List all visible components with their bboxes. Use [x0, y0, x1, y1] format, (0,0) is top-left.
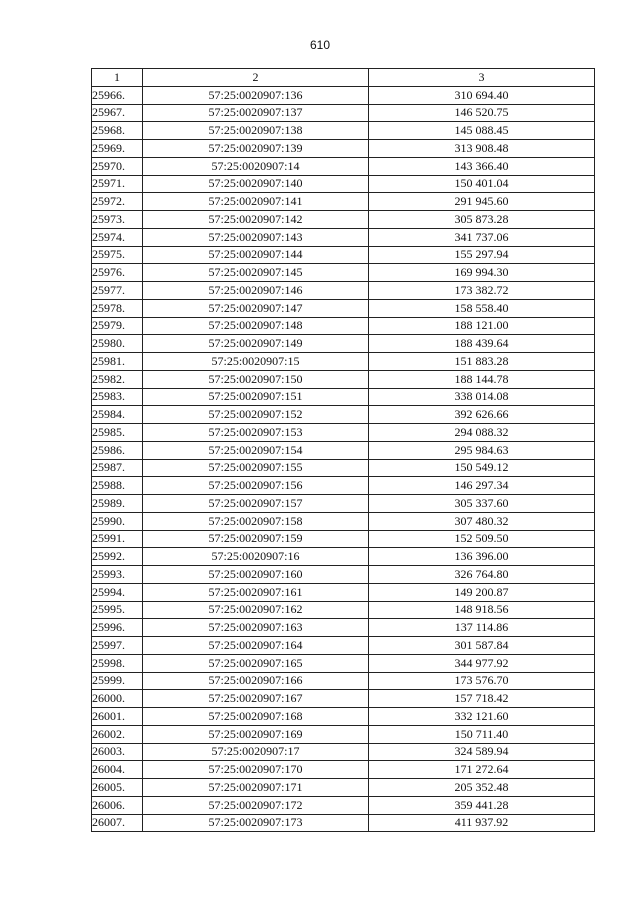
table-row: [92, 796, 595, 814]
page-number: 610: [309, 38, 331, 52]
row-number-cell: 25975.: [92, 246, 143, 264]
row-number-cell: 25989.: [92, 495, 143, 513]
value-cell: 137 114.86: [369, 619, 595, 637]
row-number-cell: 25980.: [92, 335, 143, 353]
value-cell: 411 937.92: [369, 814, 595, 832]
table-row: [92, 583, 595, 601]
cadastral-number-cell: 57:25:0020907:141: [143, 193, 369, 211]
cadastral-number-cell: 57:25:0020907:169: [143, 725, 369, 743]
table-row: [92, 530, 595, 548]
table-row: [92, 317, 595, 335]
value-cell: 158 558.40: [369, 299, 595, 317]
cadastral-number-cell: 57:25:0020907:137: [143, 104, 369, 122]
cadastral-number-cell: 57:25:0020907:143: [143, 228, 369, 246]
row-number-cell: 25982.: [92, 370, 143, 388]
value-cell: 338 014.08: [369, 388, 595, 406]
row-number-cell: 25986.: [92, 441, 143, 459]
cadastral-number-cell: 57:25:0020907:14: [143, 157, 369, 175]
row-number-cell: 25996.: [92, 619, 143, 637]
value-cell: 188 439.64: [369, 335, 595, 353]
table-body: [92, 86, 595, 832]
value-cell: 392 626.66: [369, 406, 595, 424]
row-number-cell: 25992.: [92, 548, 143, 566]
value-cell: 326 764.80: [369, 566, 595, 584]
column-header-3: 3: [369, 69, 595, 87]
table-row: [92, 264, 595, 282]
cadastral-number-cell: 57:25:0020907:168: [143, 708, 369, 726]
table-row: [92, 246, 595, 264]
table-row: [92, 548, 595, 566]
row-number-cell: 25969.: [92, 140, 143, 158]
column-header-1: 1: [92, 69, 143, 87]
value-cell: 291 945.60: [369, 193, 595, 211]
header-row: [92, 69, 595, 87]
table-row: [92, 406, 595, 424]
table-row: [92, 104, 595, 122]
table-row: [92, 157, 595, 175]
table-row: [92, 512, 595, 530]
cadastral-number-cell: 57:25:0020907:154: [143, 441, 369, 459]
row-number-cell: 25968.: [92, 122, 143, 140]
row-number-cell: 25971.: [92, 175, 143, 193]
value-cell: 313 908.48: [369, 140, 595, 158]
row-number-cell: 26003.: [92, 743, 143, 761]
table-row: [92, 761, 595, 779]
table-row: [92, 708, 595, 726]
cadastral-number-cell: 57:25:0020907:159: [143, 530, 369, 548]
value-cell: 188 121.00: [369, 317, 595, 335]
value-cell: 145 088.45: [369, 122, 595, 140]
value-cell: 305 873.28: [369, 211, 595, 229]
value-cell: 324 589.94: [369, 743, 595, 761]
table-row: [92, 672, 595, 690]
value-cell: 359 441.28: [369, 796, 595, 814]
table-row: [92, 335, 595, 353]
table-row: [92, 299, 595, 317]
value-cell: 332 121.60: [369, 708, 595, 726]
value-cell: 294 088.32: [369, 424, 595, 442]
table-row: [92, 619, 595, 637]
cadastral-number-cell: 57:25:0020907:158: [143, 512, 369, 530]
table-row: [92, 140, 595, 158]
row-number-cell: 25991.: [92, 530, 143, 548]
row-number-cell: 25988.: [92, 477, 143, 495]
cadastral-number-cell: 57:25:0020907:163: [143, 619, 369, 637]
row-number-cell: 25983.: [92, 388, 143, 406]
value-cell: 173 576.70: [369, 672, 595, 690]
cadastral-number-cell: 57:25:0020907:146: [143, 282, 369, 300]
value-cell: 136 396.00: [369, 548, 595, 566]
value-cell: 344 977.92: [369, 654, 595, 672]
table-header: [92, 69, 595, 87]
cadastral-number-cell: 57:25:0020907:172: [143, 796, 369, 814]
value-cell: 150 549.12: [369, 459, 595, 477]
cadastral-number-cell: 57:25:0020907:142: [143, 211, 369, 229]
table-row: [92, 193, 595, 211]
value-cell: 188 144.78: [369, 370, 595, 388]
value-cell: 151 883.28: [369, 353, 595, 371]
cadastral-number-cell: 57:25:0020907:161: [143, 583, 369, 601]
value-cell: 173 382.72: [369, 282, 595, 300]
row-number-cell: 25977.: [92, 282, 143, 300]
table-row: [92, 637, 595, 655]
row-number-cell: 25976.: [92, 264, 143, 282]
table-row: [92, 566, 595, 584]
cadastral-number-cell: 57:25:0020907:139: [143, 140, 369, 158]
row-number-cell: 25993.: [92, 566, 143, 584]
cadastral-number-cell: 57:25:0020907:162: [143, 601, 369, 619]
table-row: [92, 388, 595, 406]
row-number-cell: 25979.: [92, 317, 143, 335]
value-cell: 307 480.32: [369, 512, 595, 530]
table-row: [92, 282, 595, 300]
row-number-cell: 25970.: [92, 157, 143, 175]
cadastral-number-cell: 57:25:0020907:17: [143, 743, 369, 761]
table-row: [92, 690, 595, 708]
row-number-cell: 26001.: [92, 708, 143, 726]
table-row: [92, 211, 595, 229]
cadastral-number-cell: 57:25:0020907:160: [143, 566, 369, 584]
row-number-cell: 25985.: [92, 424, 143, 442]
value-cell: 305 337.60: [369, 495, 595, 513]
row-number-cell: 25987.: [92, 459, 143, 477]
cadastral-number-cell: 57:25:0020907:157: [143, 495, 369, 513]
value-cell: 171 272.64: [369, 761, 595, 779]
row-number-cell: 26007.: [92, 814, 143, 832]
table-row: [92, 654, 595, 672]
value-cell: 146 520.75: [369, 104, 595, 122]
value-cell: 148 918.56: [369, 601, 595, 619]
table-row: [92, 814, 595, 832]
cadastral-number-cell: 57:25:0020907:138: [143, 122, 369, 140]
cadastral-number-cell: 57:25:0020907:140: [143, 175, 369, 193]
cadastral-number-cell: 57:25:0020907:156: [143, 477, 369, 495]
table-row: [92, 122, 595, 140]
row-number-cell: 25999.: [92, 672, 143, 690]
row-number-cell: 25994.: [92, 583, 143, 601]
value-cell: 205 352.48: [369, 779, 595, 797]
value-cell: 169 994.30: [369, 264, 595, 282]
row-number-cell: 26006.: [92, 796, 143, 814]
table-row: [92, 725, 595, 743]
table-row: [92, 175, 595, 193]
value-cell: 301 587.84: [369, 637, 595, 655]
table-row: [92, 228, 595, 246]
row-number-cell: 25998.: [92, 654, 143, 672]
cadastral-number-cell: 57:25:0020907:148: [143, 317, 369, 335]
table-row: [92, 86, 595, 104]
cadastral-number-cell: 57:25:0020907:173: [143, 814, 369, 832]
cadastral-number-cell: 57:25:0020907:15: [143, 353, 369, 371]
cadastral-number-cell: 57:25:0020907:153: [143, 424, 369, 442]
table-row: [92, 477, 595, 495]
table-row: [92, 424, 595, 442]
value-cell: 150 401.04: [369, 175, 595, 193]
cadastral-number-cell: 57:25:0020907:147: [143, 299, 369, 317]
cadastral-number-cell: 57:25:0020907:164: [143, 637, 369, 655]
cadastral-number-cell: 57:25:0020907:144: [143, 246, 369, 264]
row-number-cell: 25966.: [92, 86, 143, 104]
table-row: [92, 779, 595, 797]
row-number-cell: 25995.: [92, 601, 143, 619]
cadastral-number-cell: 57:25:0020907:16: [143, 548, 369, 566]
value-cell: 295 984.63: [369, 441, 595, 459]
table-row: [92, 441, 595, 459]
row-number-cell: 25984.: [92, 406, 143, 424]
cadastral-number-cell: 57:25:0020907:170: [143, 761, 369, 779]
value-cell: 152 509.50: [369, 530, 595, 548]
cadastral-number-cell: 57:25:0020907:166: [143, 672, 369, 690]
value-cell: 310 694.40: [369, 86, 595, 104]
column-header-2: 2: [143, 69, 369, 87]
row-number-cell: 26002.: [92, 725, 143, 743]
row-number-cell: 26005.: [92, 779, 143, 797]
table-row: [92, 495, 595, 513]
cadastral-number-cell: 57:25:0020907:150: [143, 370, 369, 388]
table-row: [92, 370, 595, 388]
value-cell: 146 297.34: [369, 477, 595, 495]
cadastral-number-cell: 57:25:0020907:149: [143, 335, 369, 353]
row-number-cell: 25990.: [92, 512, 143, 530]
table-row: [92, 743, 595, 761]
row-number-cell: 25973.: [92, 211, 143, 229]
value-cell: 143 366.40: [369, 157, 595, 175]
row-number-cell: 25967.: [92, 104, 143, 122]
row-number-cell: 26000.: [92, 690, 143, 708]
cadastral-number-cell: 57:25:0020907:171: [143, 779, 369, 797]
cadastral-number-cell: 57:25:0020907:155: [143, 459, 369, 477]
cadastral-number-cell: 57:25:0020907:165: [143, 654, 369, 672]
row-number-cell: 26004.: [92, 761, 143, 779]
row-number-cell: 25974.: [92, 228, 143, 246]
registry-table: [91, 68, 595, 832]
value-cell: 157 718.42: [369, 690, 595, 708]
row-number-cell: 25972.: [92, 193, 143, 211]
cadastral-number-cell: 57:25:0020907:145: [143, 264, 369, 282]
cadastral-number-cell: 57:25:0020907:152: [143, 406, 369, 424]
cadastral-number-cell: 57:25:0020907:167: [143, 690, 369, 708]
table-row: [92, 353, 595, 371]
table-row: [92, 459, 595, 477]
table-row: [92, 601, 595, 619]
row-number-cell: 25981.: [92, 353, 143, 371]
row-number-cell: 25978.: [92, 299, 143, 317]
cadastral-number-cell: 57:25:0020907:151: [143, 388, 369, 406]
value-cell: 149 200.87: [369, 583, 595, 601]
value-cell: 341 737.06: [369, 228, 595, 246]
row-number-cell: 25997.: [92, 637, 143, 655]
cadastral-number-cell: 57:25:0020907:136: [143, 86, 369, 104]
value-cell: 155 297.94: [369, 246, 595, 264]
value-cell: 150 711.40: [369, 725, 595, 743]
